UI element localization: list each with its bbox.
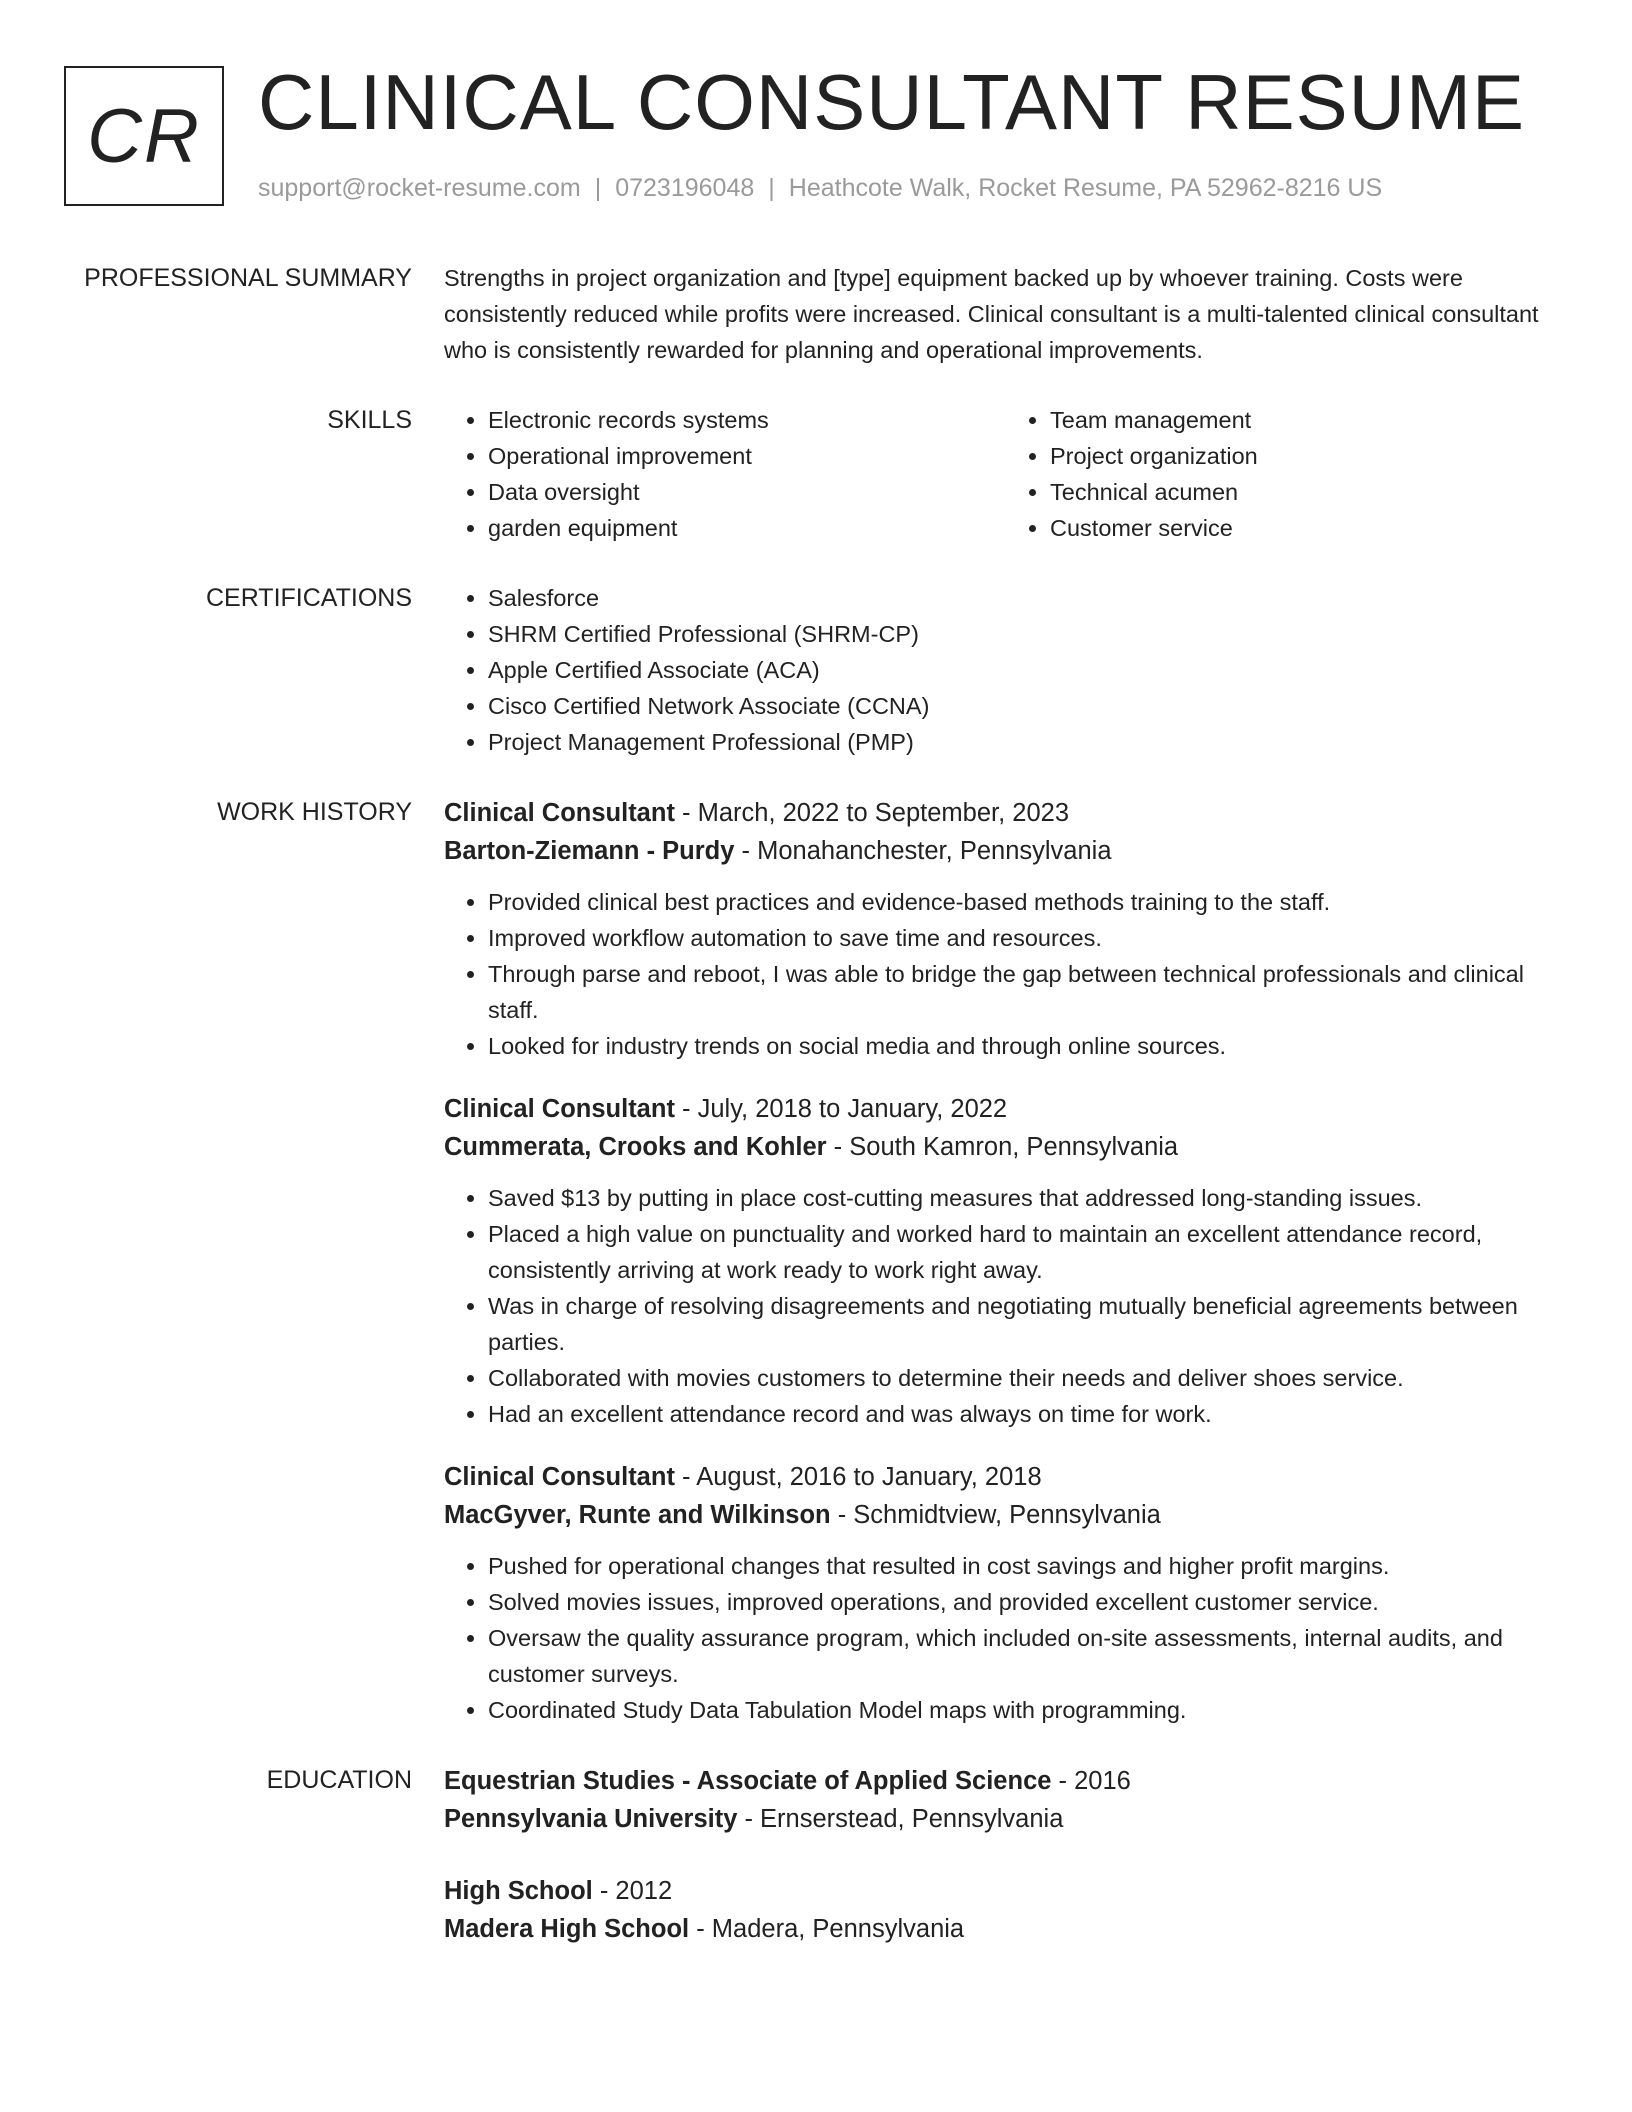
- work-history-body: [444, 794, 1568, 1728]
- education-school-line: [444, 1910, 1568, 1948]
- contact-separator: |: [768, 174, 775, 202]
- resume-title: CLINICAL CONSULTANT RESUME: [258, 58, 1525, 146]
- job-entry: [444, 794, 1568, 1064]
- contact-line: [258, 174, 1382, 203]
- job-company-line: [444, 1496, 1568, 1534]
- job-company: Barton-Ziemann - Purdy: [444, 837, 735, 865]
- job-bullet: • Was in charge of resolving disagreements and negotiating mutually beneficial agreements between parties.: [488, 1288, 1568, 1360]
- certification-item: • Salesforce: [488, 580, 1568, 616]
- job-bullet: • Pushed for operational changes that resulted in cost savings and higher profit margins.: [488, 1548, 1568, 1584]
- skill-item: • Electronic records systems: [488, 402, 1006, 438]
- contact-email[interactable]: support@rocket-resume.com: [258, 174, 581, 202]
- skills-column-1: [444, 402, 1006, 546]
- certification-item: • Cisco Certified Network Associate (CCNA): [488, 688, 1568, 724]
- skill-item: • Customer service: [1050, 510, 1568, 546]
- education-location: - Ernserstead, Pennsylvania: [737, 1805, 1064, 1833]
- job-bullet: • Improved workflow automation to save time and resources.: [488, 920, 1568, 956]
- job-location: - Schmidtview, Pennsylvania: [830, 1501, 1161, 1529]
- work-history-section: [0, 794, 1632, 1728]
- job-bullet: • Placed a high value on punctuality and worked hard to maintain an excellent attendance record, consistently arriving at work ready to work right away.: [488, 1216, 1568, 1288]
- education-degree: Equestrian Studies - Associate of Applied Science: [444, 1767, 1052, 1795]
- skill-item: • Technical acumen: [1050, 474, 1568, 510]
- job-bullet: • Through parse and reboot, I was able to bridge the gap between technical professionals and clinical staff.: [488, 956, 1568, 1028]
- education-school-line: [444, 1800, 1568, 1838]
- job-bullets: [444, 1548, 1568, 1728]
- job-company: Cummerata, Crooks and Kohler: [444, 1133, 827, 1161]
- job-company: MacGyver, Runte and Wilkinson: [444, 1501, 831, 1529]
- job-title: Clinical Consultant: [444, 1095, 675, 1123]
- education-year: - 2012: [592, 1877, 673, 1905]
- job-bullet: • Saved $13 by putting in place cost-cutting measures that addressed long-standing issues.: [488, 1180, 1568, 1216]
- certification-item: • SHRM Certified Professional (SHRM-CP): [488, 616, 1568, 652]
- education-entry: [444, 1872, 1568, 1948]
- skills-section: [0, 402, 1632, 546]
- job-dates: - July, 2018 to January, 2022: [674, 1095, 1008, 1123]
- job-entry: [444, 1458, 1568, 1728]
- monogram-logo: CR: [64, 66, 224, 206]
- skills-body: [444, 402, 1568, 546]
- education-entry: [444, 1762, 1568, 1838]
- job-location: - Monahanchester, Pennsylvania: [734, 837, 1112, 865]
- education-school: Madera High School: [444, 1915, 690, 1943]
- job-company-line: [444, 1128, 1568, 1166]
- skill-item: • Data oversight: [488, 474, 1006, 510]
- skill-item: • Operational improvement: [488, 438, 1006, 474]
- job-title: Clinical Consultant: [444, 1463, 675, 1491]
- job-location: - South Kamron, Pennsylvania: [826, 1133, 1179, 1161]
- job-bullets: [444, 1180, 1568, 1432]
- section-label-skills: SKILLS: [327, 406, 412, 434]
- section-label-summary: PROFESSIONAL SUMMARY: [84, 264, 412, 292]
- job-title-line: [444, 794, 1568, 832]
- contact-address: Heathcote Walk, Rocket Resume, PA 52962-8216 US: [788, 174, 1383, 202]
- job-title-line: [444, 1090, 1568, 1128]
- summary-section: [0, 260, 1632, 368]
- education-location: - Madera, Pennsylvania: [689, 1915, 965, 1943]
- job-title-line: [444, 1458, 1568, 1496]
- certifications-body: [444, 580, 1568, 760]
- education-degree: High School: [444, 1877, 593, 1905]
- certification-item: • Apple Certified Associate (ACA): [488, 652, 1568, 688]
- education-section: [0, 1762, 1632, 1948]
- education-year: - 2016: [1051, 1767, 1131, 1795]
- job-company-line: [444, 832, 1568, 870]
- skill-item: • Team management: [1050, 402, 1568, 438]
- education-body: [444, 1762, 1568, 1948]
- skill-item: • Project organization: [1050, 438, 1568, 474]
- contact-phone[interactable]: 0723196048: [615, 174, 755, 202]
- education-degree-line: [444, 1762, 1568, 1800]
- skill-item: • garden equipment: [488, 510, 1006, 546]
- job-dates: - August, 2016 to January, 2018: [674, 1463, 1042, 1491]
- certifications-section: [0, 580, 1632, 760]
- section-label-certifications: CERTIFICATIONS: [205, 584, 412, 612]
- job-bullet: • Had an excellent attendance record and was always on time for work.: [488, 1396, 1568, 1432]
- job-bullets: [444, 884, 1568, 1064]
- summary-text: Strengths in project organization and [type] equipment backed up by whoever training. Costs were consistently reduced while profits were increased. Clinical consultant is a multi-talented clinical consultant who is consistently rewarded for planning and operational improvements.: [444, 265, 1539, 363]
- contact-separator: |: [594, 174, 602, 202]
- job-title: Clinical Consultant: [444, 799, 675, 827]
- certifications-list: [444, 580, 1568, 760]
- job-dates: - March, 2022 to September, 2023: [674, 799, 1070, 827]
- resume-sections: [0, 260, 1632, 1982]
- education-degree-line: [444, 1872, 1568, 1910]
- education-school: Pennsylvania University: [444, 1805, 738, 1833]
- job-bullet: • Solved movies issues, improved operations, and provided excellent customer service.: [488, 1584, 1568, 1620]
- certification-item: • Project Management Professional (PMP): [488, 724, 1568, 760]
- job-bullet: • Oversaw the quality assurance program, which included on-site assessments, internal audits, and customer surveys.: [488, 1620, 1568, 1692]
- section-label-work-history: WORK HISTORY: [217, 798, 412, 826]
- skills-column-2: [1006, 402, 1568, 546]
- section-label-education: EDUCATION: [266, 1766, 412, 1794]
- job-bullet: • Looked for industry trends on social media and through online sources.: [488, 1028, 1568, 1064]
- job-bullet: • Coordinated Study Data Tabulation Model maps with programming.: [488, 1692, 1568, 1728]
- summary-body: [444, 260, 1568, 368]
- job-bullet: • Provided clinical best practices and evidence-based methods training to the staff.: [488, 884, 1568, 920]
- job-bullet: • Collaborated with movies customers to determine their needs and deliver shoes service.: [488, 1360, 1568, 1396]
- job-entry: [444, 1090, 1568, 1432]
